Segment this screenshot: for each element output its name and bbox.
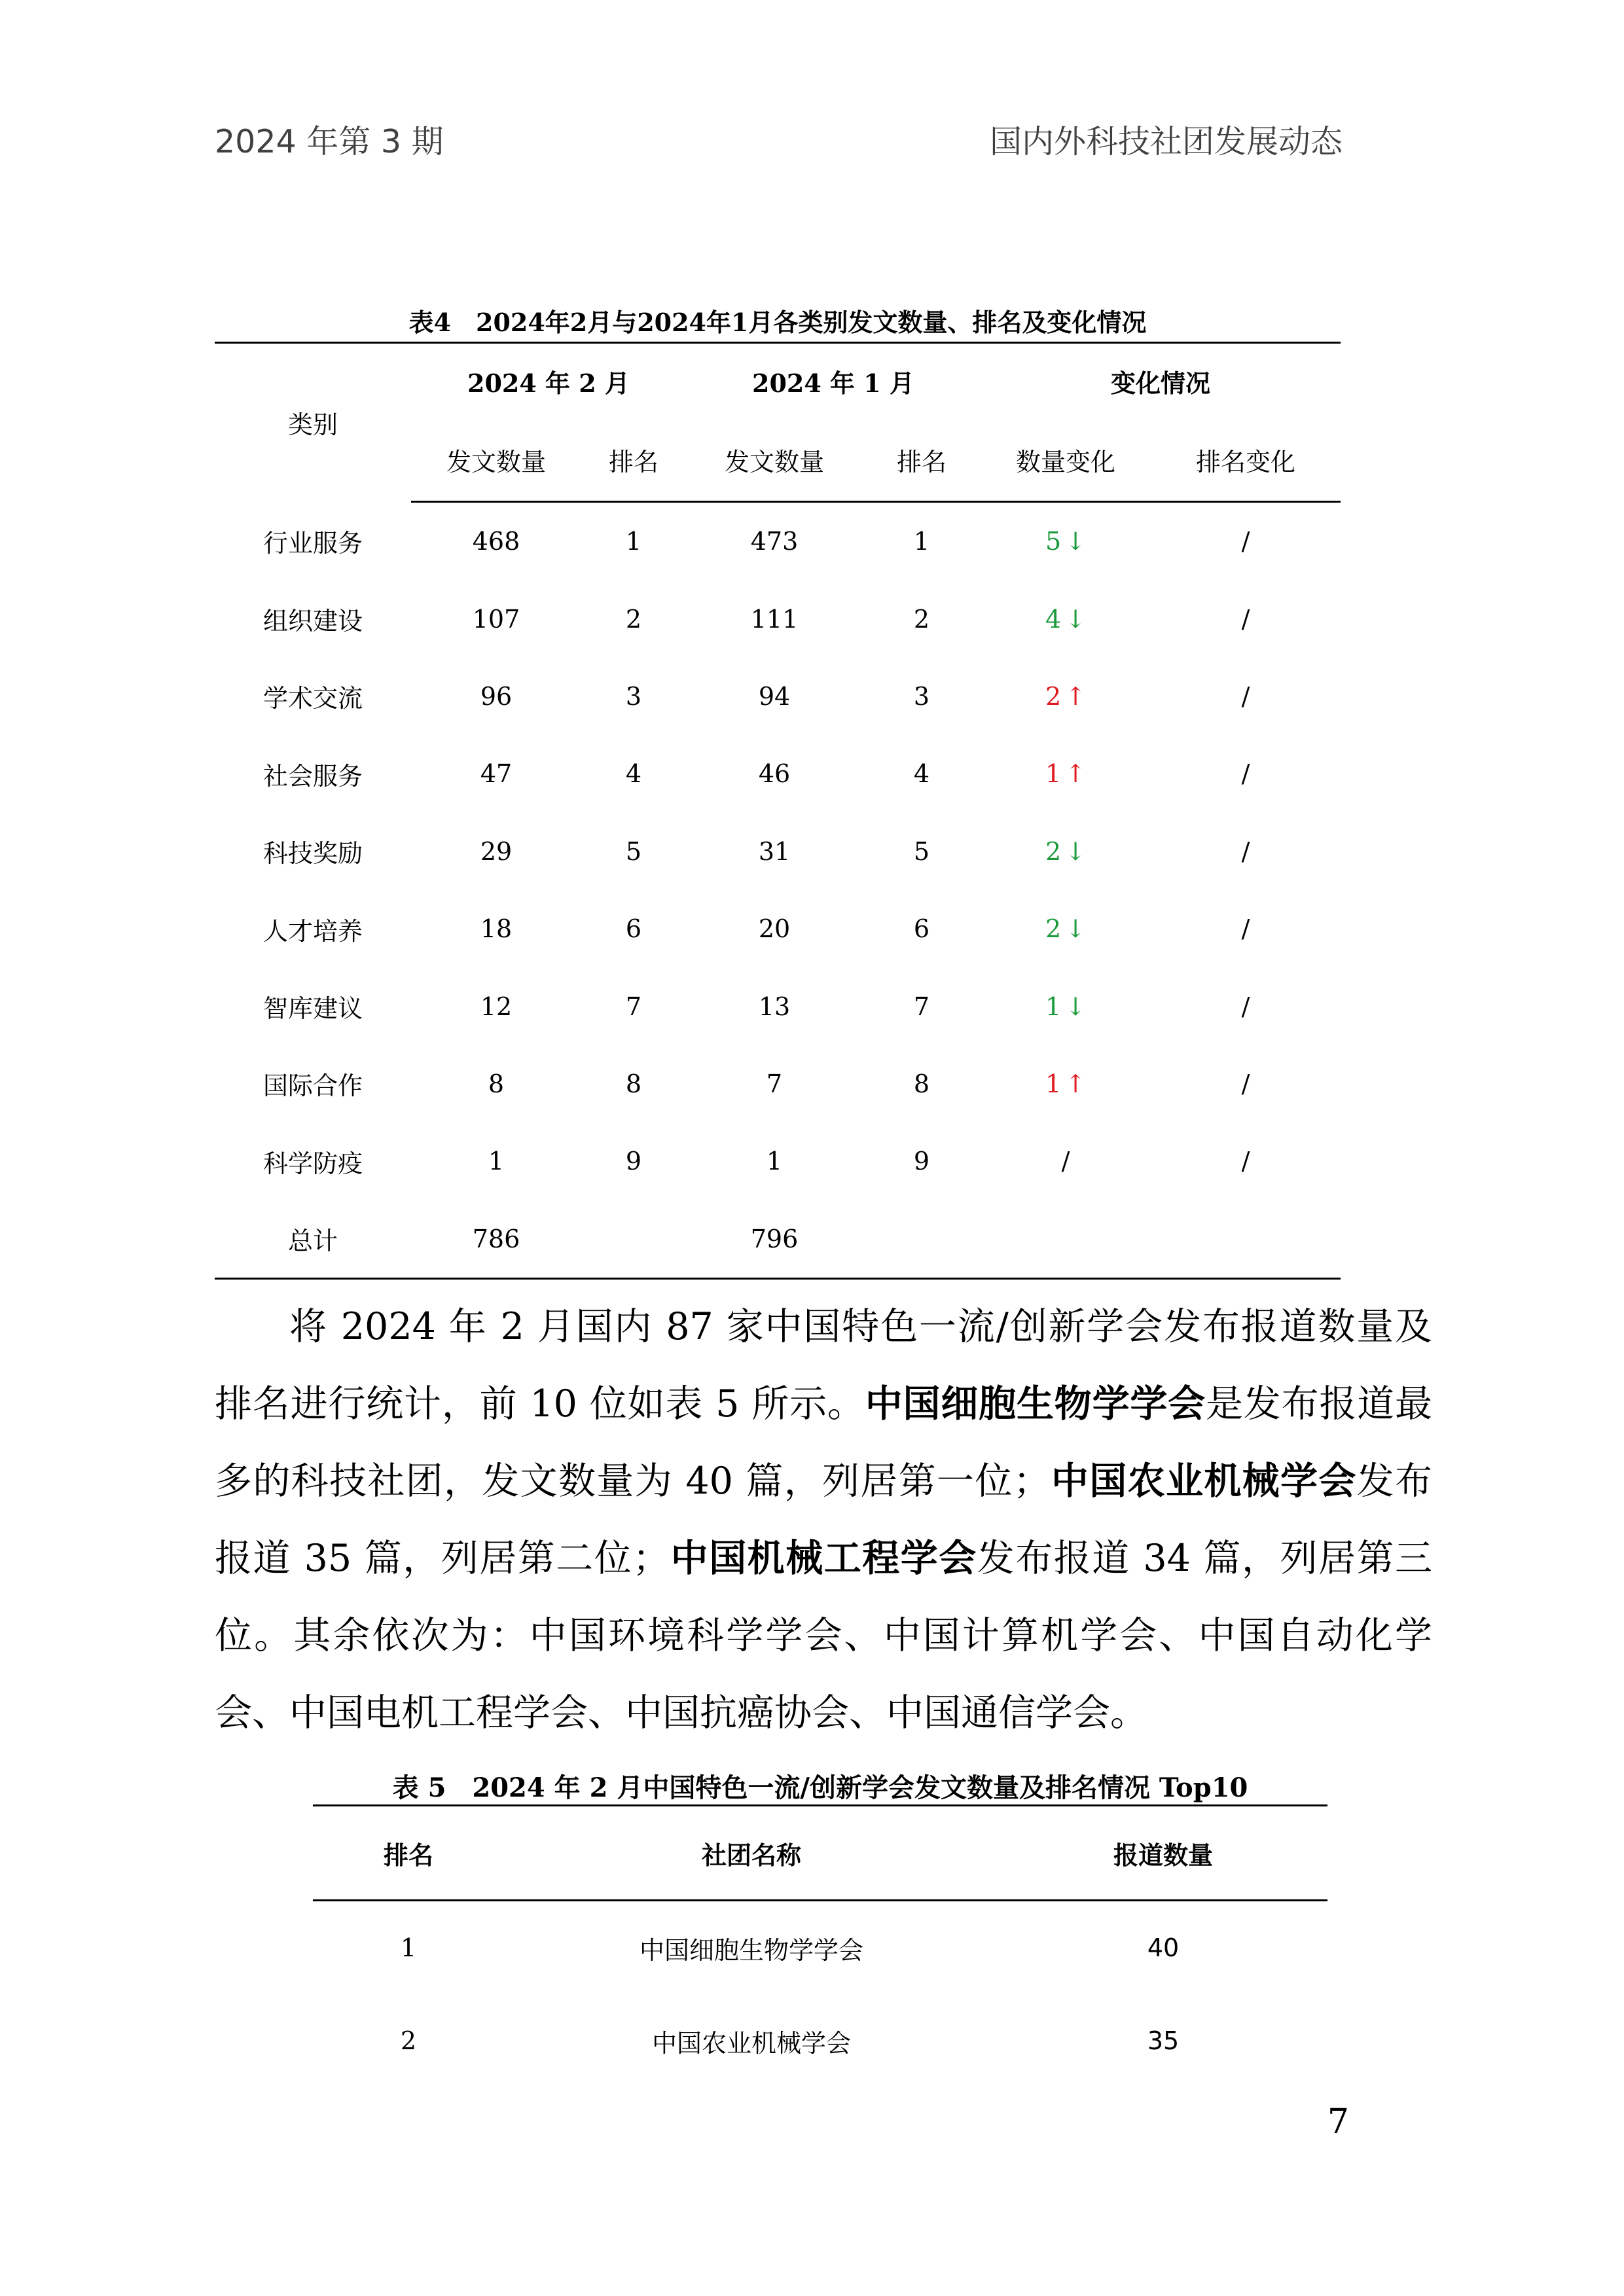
feb-rank-cell: 2 [625, 604, 642, 634]
table-row [215, 658, 1341, 735]
sub-count-change-header: 数量变化 [981, 419, 1151, 502]
count-change-cell [981, 658, 1151, 735]
count-change-cell [981, 890, 1151, 967]
sub-jan-rank-header: 排名 [863, 419, 981, 502]
feb-count-cell: 8 [488, 1069, 505, 1098]
feb-count-cell: 29 [480, 836, 513, 866]
empty-cell [863, 1200, 981, 1279]
arrow-up-icon: ↑ [1065, 1069, 1087, 1098]
category-cell: 人才培养 [262, 916, 363, 946]
table4 [215, 342, 1341, 1280]
table4-caption: 表4 2024年2月与2024年1月各类别发文数量、排名及变化情况 [408, 308, 1147, 337]
rank-change-cell: / [1241, 681, 1250, 711]
t5-name-header: 社团名称 [504, 1806, 999, 1901]
group-jan-header: 2024 年 1 月 [686, 343, 981, 420]
arrow-down-icon: ↓ [1065, 992, 1087, 1021]
jan-count-cell: 473 [750, 527, 799, 556]
jan-rank-cell: 3 [913, 681, 930, 711]
count-change-value: 1 [1045, 992, 1062, 1021]
count-change-value: 5 [1045, 527, 1062, 556]
jan-count-cell: 46 [758, 759, 791, 789]
arrow-down-icon: ↓ [1065, 914, 1087, 944]
rank-change-cell: / [1241, 836, 1250, 866]
t5-count-cell: 35 [1147, 2026, 1180, 2055]
category-cell: 科技奖励 [262, 839, 363, 869]
feb-rank-cell: 5 [625, 836, 642, 866]
t5-count-cell: 40 [1147, 1933, 1180, 1962]
feb-count-cell: 12 [480, 992, 513, 1021]
group-feb-header: 2024 年 2 月 [411, 343, 686, 420]
total-row [215, 1200, 1341, 1279]
jan-rank-cell: 9 [913, 1147, 930, 1176]
jan-count-cell: 1 [766, 1147, 783, 1176]
t5-rank-cell: 1 [400, 1933, 417, 1962]
total-feb-count-cell: 786 [411, 1200, 581, 1279]
rank-change-cell: / [1241, 759, 1250, 789]
count-change-value: 2 [1045, 681, 1062, 711]
rank-change-cell: / [1241, 527, 1250, 556]
total-jan-count-cell: 796 [686, 1200, 863, 1279]
para-bold-2: 中国农业机械学会 [1050, 1460, 1357, 1503]
group-change-header: 变化情况 [981, 343, 1341, 420]
category-cell: 科学防疫 [262, 1149, 363, 1178]
category-cell: 国际合作 [262, 1071, 363, 1101]
page-number: 7 [1327, 2102, 1349, 2142]
category-cell: 学术交流 [262, 684, 363, 713]
table5 [313, 1804, 1327, 2087]
jan-rank-cell: 1 [913, 527, 930, 556]
count-change-cell [981, 1045, 1151, 1122]
rank-change-cell: / [1241, 604, 1250, 634]
feb-count-cell: 1 [488, 1147, 505, 1176]
table-row [313, 1901, 1327, 1995]
jan-rank-cell: 4 [913, 759, 930, 789]
para-bold-3: 中国机械工程学会 [670, 1537, 977, 1580]
count-change-value: 2 [1045, 914, 1062, 944]
feb-count-cell: 468 [472, 527, 520, 556]
rank-change-cell: / [1241, 914, 1250, 944]
rank-change-cell: / [1241, 1069, 1250, 1098]
total-label-cell: 总计 [215, 1200, 411, 1279]
count-change-value: 4 [1045, 604, 1062, 634]
table5-caption: 表 5 2024 年 2 月中国特色一流/创新学会发文数量及排名情况 Top10 [392, 1772, 1248, 1803]
empty-cell [981, 1200, 1151, 1279]
rank-change-cell: / [1241, 992, 1250, 1021]
table-row [215, 502, 1341, 581]
para-text-3: 发布报道 35 篇，列居第二位； [215, 1460, 1433, 1580]
feb-rank-cell: 1 [625, 527, 642, 556]
count-change-value: 2 [1045, 836, 1062, 866]
table-row [215, 813, 1341, 890]
count-change-cell [981, 735, 1151, 812]
jan-count-cell: 31 [758, 836, 791, 866]
t5-rank-header: 排名 [313, 1806, 504, 1901]
feb-rank-cell: 6 [625, 914, 642, 944]
table-row [215, 735, 1341, 812]
table-row [313, 1994, 1327, 2087]
header-issue: 2024 年第 3 期 [215, 123, 444, 160]
category-cell: 智库建议 [262, 994, 363, 1024]
empty-cell [581, 1200, 686, 1279]
jan-rank-cell: 8 [913, 1069, 930, 1098]
feb-count-cell: 107 [472, 604, 520, 634]
para-bold-1: 中国细胞生物学学会 [865, 1382, 1206, 1426]
para-text-2: 是发布报道最多的科技社团，发文数量为 40 篇，列居第一位； [215, 1382, 1433, 1503]
category-cell: 行业服务 [262, 528, 363, 558]
para-text-4: 发布报道 34 篇，列居第三位。其余依次为：中国环境科学学会、中国计算机学会、中国自动化学会、中国电机工程学会、中国抗癌协会、中国通信学会。 [215, 1537, 1432, 1734]
jan-rank-cell: 7 [913, 992, 930, 1021]
count-change-value: 1 [1045, 759, 1062, 789]
feb-count-cell: 18 [480, 914, 513, 944]
rank-change-cell: / [1241, 1147, 1250, 1176]
jan-rank-cell: 6 [913, 914, 930, 944]
t5-name-cell: 中国农业机械学会 [651, 2028, 851, 2058]
arrow-up-icon: ↑ [1065, 759, 1087, 789]
sub-feb-count-header: 发文数量 [411, 419, 581, 502]
t5-name-cell: 中国细胞生物学学会 [639, 1935, 863, 1965]
feb-rank-cell: 7 [625, 992, 642, 1021]
category-cell: 社会服务 [262, 761, 363, 791]
t5-rank-cell: 2 [400, 2026, 417, 2055]
jan-count-cell: 20 [758, 914, 791, 944]
arrow-down-icon: ↓ [1065, 604, 1087, 634]
jan-count-cell: 94 [758, 681, 791, 711]
count-change-value: / [1061, 1147, 1070, 1176]
t5-count-header: 报道数量 [999, 1806, 1327, 1901]
arrow-down-icon: ↓ [1065, 527, 1087, 556]
header-publication: 国内外科技社团发展动态 [989, 123, 1343, 160]
count-change-cell [981, 967, 1151, 1045]
feb-rank-cell: 8 [625, 1069, 642, 1098]
jan-count-cell: 111 [750, 604, 799, 634]
count-change-value: 1 [1045, 1069, 1062, 1098]
feb-rank-cell: 9 [625, 1147, 642, 1176]
table-row [215, 1122, 1341, 1200]
table-row [215, 890, 1341, 967]
count-change-cell [981, 502, 1151, 581]
sub-rank-change-header: 排名变化 [1151, 419, 1341, 502]
arrow-up-icon: ↑ [1065, 681, 1087, 711]
body-paragraph [215, 1288, 1432, 1751]
sub-feb-rank-header: 排名 [581, 419, 686, 502]
feb-count-cell: 96 [480, 681, 513, 711]
feb-count-cell: 47 [480, 759, 513, 789]
table-row [215, 967, 1341, 1045]
count-change-cell [981, 580, 1151, 657]
count-change-cell [981, 813, 1151, 890]
table-row [215, 1045, 1341, 1122]
arrow-down-icon: ↓ [1065, 836, 1087, 866]
count-change-cell [981, 1122, 1151, 1200]
para-text-1: 将 2024 年 2 月国内 87 家中国特色一流/创新学会发布报道数量及排名进行统计，前 10 位如表 5 所示。 [215, 1305, 1432, 1426]
jan-rank-cell: 5 [913, 836, 930, 866]
category-cell: 组织建设 [262, 607, 363, 636]
feb-rank-cell: 3 [625, 681, 642, 711]
sub-jan-count-header: 发文数量 [686, 419, 863, 502]
empty-cell [1151, 1200, 1341, 1279]
jan-count-cell: 7 [766, 1069, 783, 1098]
table-row [215, 580, 1341, 657]
jan-rank-cell: 2 [913, 604, 930, 634]
jan-count-cell: 13 [758, 992, 791, 1021]
col-category-header: 类别 [215, 343, 411, 502]
feb-rank-cell: 4 [625, 759, 642, 789]
